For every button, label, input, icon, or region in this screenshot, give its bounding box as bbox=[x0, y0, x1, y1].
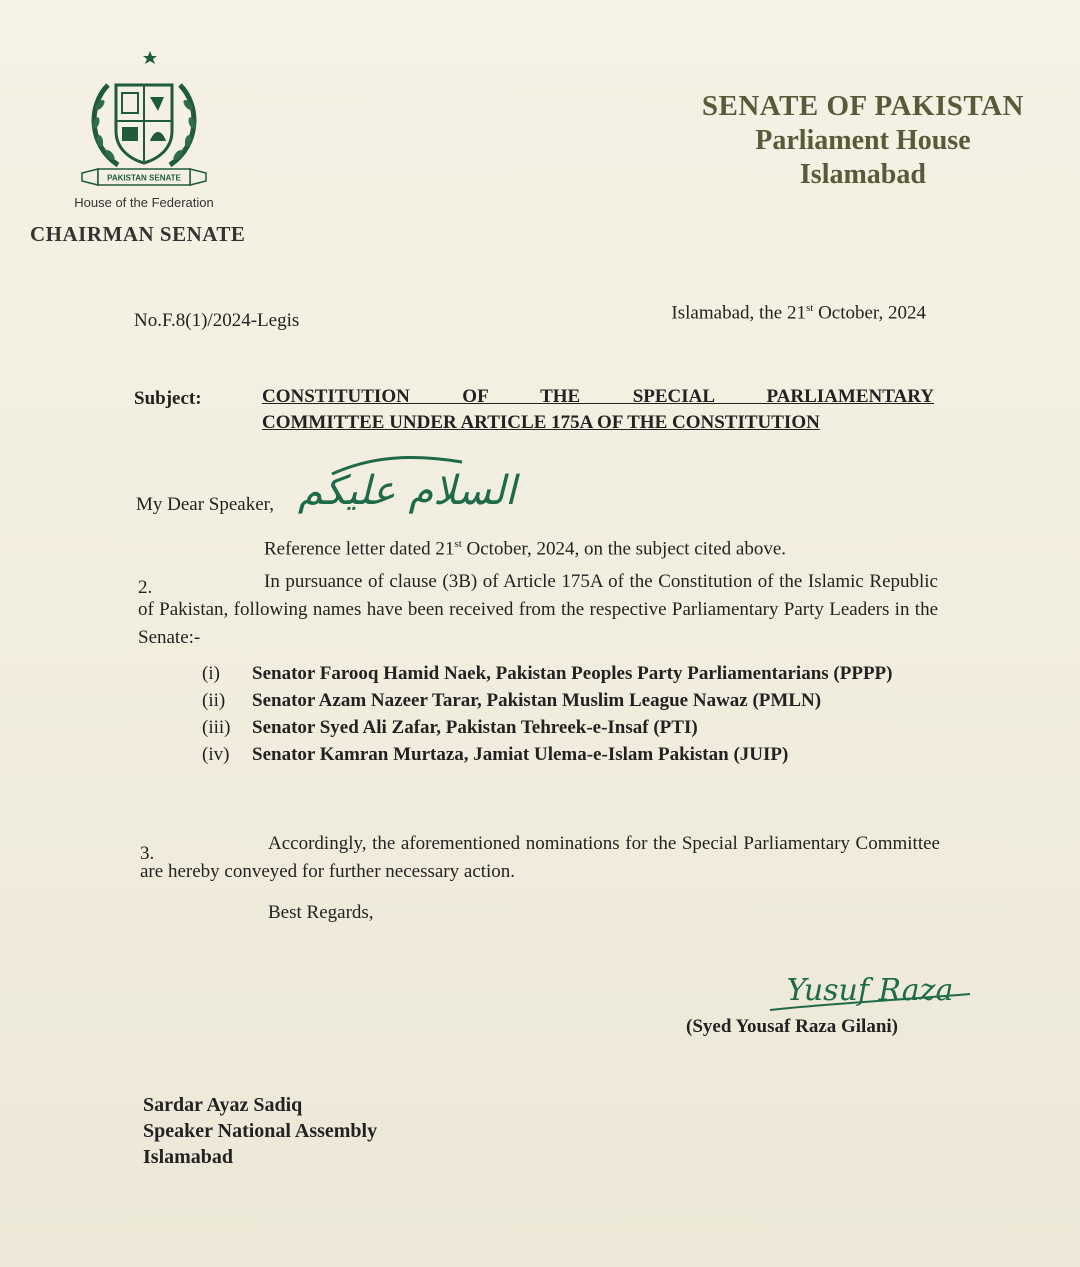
paragraph-3-text: Accordingly, the aforementioned nominations for the Special Parliamentary Committee are hereby conveyed for further necessary action. bbox=[140, 833, 940, 882]
list-item-number: (iii) bbox=[202, 717, 231, 738]
signer-name: (Syed Yousaf Raza Gilani) bbox=[686, 1016, 899, 1037]
paragraph-2 bbox=[138, 568, 938, 652]
letterhead-org bbox=[702, 88, 1024, 192]
urdu-greeting-text: السلام علیکم bbox=[297, 468, 517, 514]
handwritten-signature bbox=[760, 960, 980, 1020]
addressee-block bbox=[143, 1092, 377, 1170]
addressee-name: Sardar Ayaz Sadiq bbox=[143, 1094, 303, 1116]
paragraph-3-number: 3. bbox=[140, 843, 155, 864]
subject-label: Subject: bbox=[134, 388, 202, 409]
org-city: Islamabad bbox=[799, 159, 926, 190]
closing: Best Regards, bbox=[268, 902, 374, 923]
reference-number: No.F.8(1)/2024-Legis bbox=[134, 310, 300, 331]
addressee-title: Speaker National Assembly bbox=[143, 1120, 378, 1142]
reference-prefix: Reference letter dated 21 bbox=[264, 538, 455, 560]
senate-crest-logo bbox=[78, 45, 210, 193]
date-suffix: October, 2024 bbox=[813, 302, 926, 324]
list-item-number: (ii) bbox=[202, 690, 226, 711]
date-prefix: Islamabad, the 21 bbox=[671, 302, 806, 324]
reference-line bbox=[264, 530, 786, 563]
list-item-text: Senator Kamran Murtaza, Jamiat Ulema-e-Islam Pakistan (JUIP) bbox=[252, 744, 789, 765]
org-building: Parliament House bbox=[755, 125, 971, 156]
date-sup: st bbox=[805, 302, 814, 314]
reference-suffix: October, 2024, on the subject cited above. bbox=[461, 538, 787, 560]
paragraph-3 bbox=[140, 830, 940, 886]
list-item-number: (i) bbox=[202, 663, 220, 684]
date-line bbox=[671, 302, 926, 324]
paragraph-2-text: In pursuance of clause (3B) of Article 175A of the Constitution of the Islamic Republic of Pakistan, following names have been received from the respective Parliamentary Party Leaders in the Senate:- bbox=[138, 571, 938, 648]
list-item-text: Senator Syed Ali Zafar, Pakistan Tehreek-e-Insaf (PTI) bbox=[252, 717, 698, 738]
paragraph-2-number: 2. bbox=[138, 577, 153, 598]
reference-sup: st bbox=[454, 538, 462, 550]
addressee-city: Islamabad bbox=[143, 1146, 234, 1168]
list-item-text: Senator Farooq Hamid Naek, Pakistan Peoples Party Parliamentarians (PPPP) bbox=[252, 663, 893, 684]
nominee-list bbox=[202, 660, 942, 768]
list-item bbox=[202, 687, 942, 714]
list-item bbox=[202, 660, 942, 687]
office-title: CHAIRMAN SENATE bbox=[30, 222, 246, 246]
list-item bbox=[202, 714, 942, 741]
handwritten-urdu-greeting bbox=[297, 446, 517, 526]
list-item-text: Senator Azam Nazeer Tarar, Pakistan Muslim League Nawaz (PMLN) bbox=[252, 690, 822, 711]
signature-text: Yusuf Raza bbox=[786, 973, 954, 1008]
list-item-number: (iv) bbox=[202, 744, 230, 765]
salutation: My Dear Speaker, bbox=[136, 494, 274, 515]
org-name: SENATE OF PAKISTAN bbox=[701, 90, 1024, 122]
house-label: House of the Federation bbox=[74, 195, 214, 210]
subject-line-1: CONSTITUTION OF THE SPECIAL PARLIAMENTARY bbox=[262, 386, 934, 407]
subject-line-2: COMMITTEE UNDER ARTICLE 175A OF THE CONSTITUTION bbox=[262, 412, 820, 433]
crest-ribbon-text: PAKISTAN SENATE bbox=[107, 173, 181, 183]
list-item bbox=[202, 741, 942, 768]
